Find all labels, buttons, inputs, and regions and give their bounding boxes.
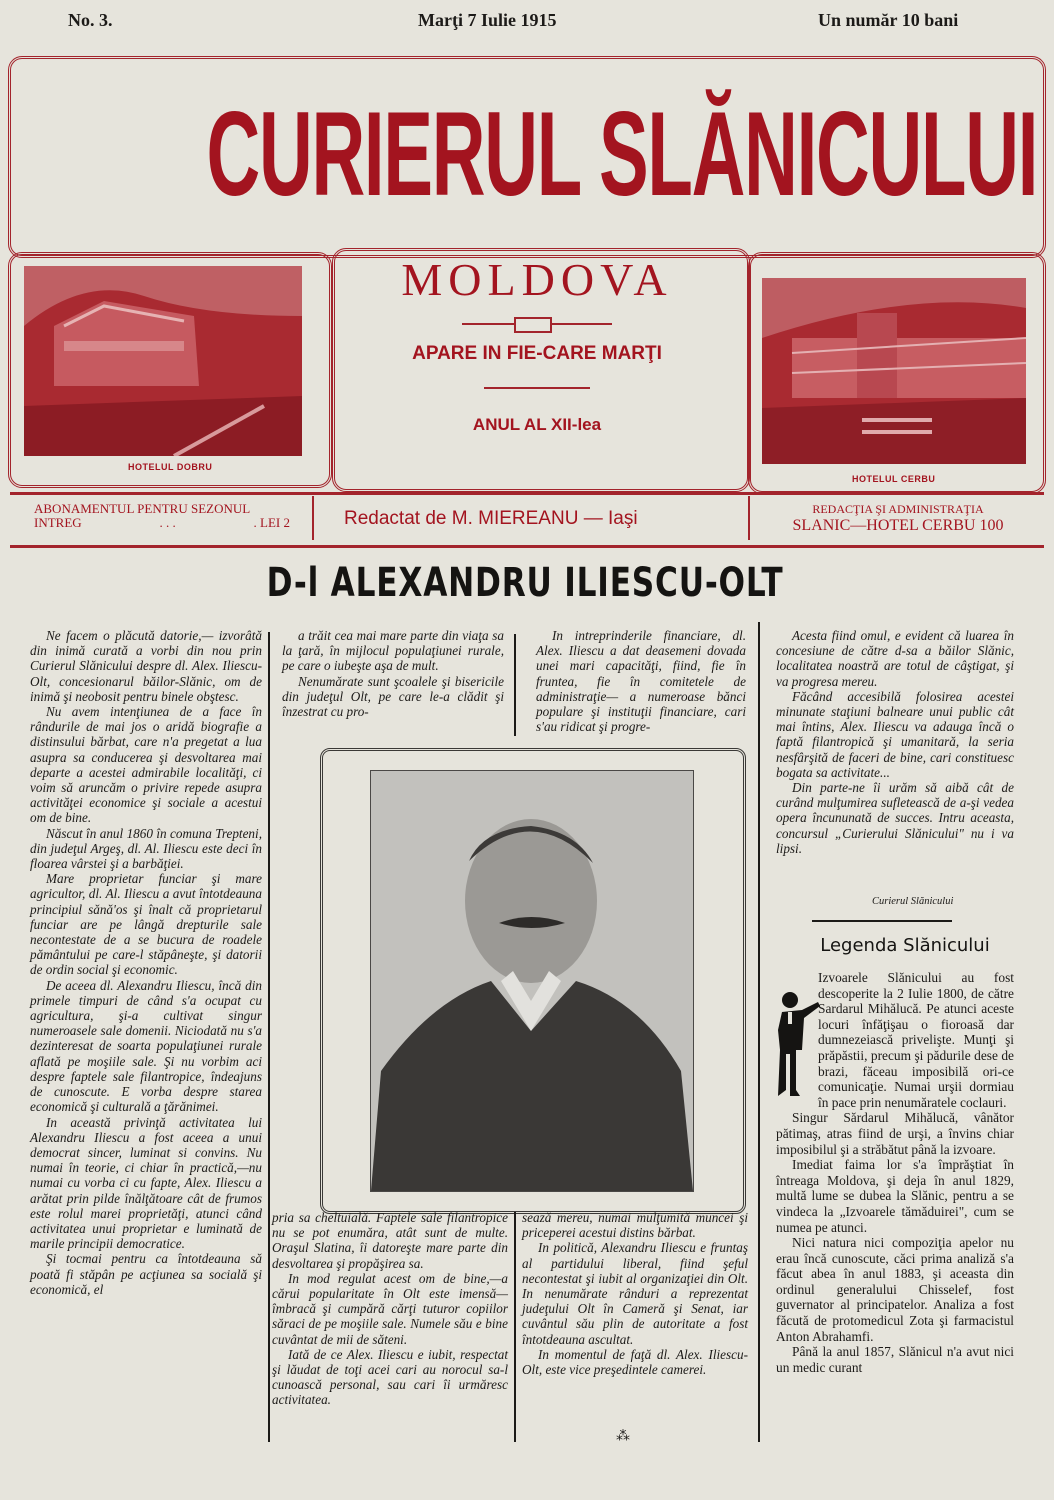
- divider: [312, 496, 314, 540]
- admin-line2: SLANIC—HOTEL CERBU 100: [792, 517, 1004, 534]
- paragraph: Imediat faima lor s'a împrăştiat în întreaga Moldova, şi deja în anul 1829, multă lume se dubea la Slănic, pentru a se vindeca la „Izvoarele tămăduirei", cum se numea pe atunci.: [776, 1157, 1014, 1235]
- divider-ornament: [514, 317, 552, 333]
- paragraph: De aceea dl. Alexandru Iliescu, încă din primele timpuri de când s'a ocupat cu agricultura, şi-a cultivat singur numeroasele sale domenii. Niciodată nu s'a dezinteresat de soarta populaţiunei rurale aflată pe moşiile sale. Şi nu vorbim aci despre faptele sale filantropice, îndeajuns de cunoscute. E vorba despre starea economică şi culturală a ţărănimei.: [30, 977, 262, 1115]
- column-rule: [514, 634, 516, 736]
- frequency-text: APARE IN FIE-CARE MARŢI: [412, 343, 662, 364]
- hotel-dobru-photo: [24, 266, 302, 456]
- paragraph: Născut în anul 1860 în comuna Trepteni, din judeţul Argeş, dl. Al. Iliescu este deci în floarea vârstei şi a barbăţiei.: [30, 825, 262, 872]
- paragraph: In politică, Alexandru Iliescu e fruntaş al partidului liberal, fiind şeful necontestat şi iubit al organizaţiei din Olt. In nenumărate rânduri a reprezentat judeţului Olt în Cameră şi Senat, iar cuvântul său plin de autoritate a fost întotdeauna ascultat.: [522, 1240, 748, 1347]
- paragraph: In intreprinderile financiare, dl. Alex. Iliescu a dat deasemeni dovada unei mari capacităţi, fiind, fie în fruntea, fie în comitetele de administraţie— a numeroase bănci populare şi instituţii financiare, cari s'au ridicat şi progre-: [536, 628, 746, 735]
- year-text: ANUL AL XII-lea: [472, 415, 602, 434]
- paragraph: Acesta fiind omul, e evident că luarea în concesiune de către d-sa a băilor Slănic, localitatea noastră are totul de câştigat, şi va progresa mereu.: [776, 628, 1014, 689]
- column-rule: [758, 622, 760, 1442]
- newspaper-title: CURIERUL SLĂNICULUI: [206, 87, 1038, 221]
- info-bar-top-rule: [10, 492, 1044, 495]
- paragraph: In mod regulat acest om de bine,—a cărui popularitate în Olt este imensă—îmbracă şi cumpără cărţi tuturor copiilor săraci de pe moşiile sale. Numele său e bine cuvântat de mii de săteni.: [272, 1270, 508, 1347]
- subscription-label: INTREG: [34, 515, 82, 530]
- paragraph: Ne facem o plăcută datorie,— izvorâtă din inimă curată a vorbi din nou prin Curierul Slănicului despre dl. Alex. Iliescu-Olt, concesionarul băilor-Slănic, om de inimă şi neobosit pentru binele obştesc.: [30, 628, 262, 704]
- paragraph: Izvoarele Slănicului au fost descoperite la 2 Iulie 1800, de către Sardarul Mihălucă. Pe atunci aceste locuri înfăţişau o fioroasă dar dumnezeiască privelişte. Munţi şi prăpăstii, precum şi pădurile dese de brazi, făceau imposibilă ori-ce comunicaţie. Numai urşii dormiau în pace prin nenumăratele coclauri.: [818, 970, 1014, 1110]
- paragraph: pria sa cheltuială. Faptele sale filantropice nu se pot enumăra, atât sunt de multe. Oraşul Slatina, îi datoreşte mare parte din desvoltarea şi propăşirea sa.: [272, 1210, 508, 1271]
- article-column-3-bottom: [522, 1210, 748, 1377]
- issue-price: Un număr 10 bani: [818, 10, 959, 30]
- paragraph: a trăit cea mai mare parte din viaţa sa la ţară, în mijlocul populaţiunei rurale, pe care o iubeşte aşa de mult.: [282, 628, 504, 674]
- legend-text: [776, 970, 1014, 1375]
- article-signature: Curierul Slănicului: [872, 896, 954, 907]
- paragraph: sează mereu, numai mulţumită muncei şi priceperei acestui distins bărbat.: [522, 1210, 748, 1241]
- article-headline: D-l ALEXANDRU ILIESCU-OLT: [266, 560, 784, 606]
- subscription-info: [34, 502, 290, 530]
- section-divider: [812, 920, 952, 922]
- paragraph: Iată de ce Alex. Iliescu e iubit, respectat şi lăudat de toţi acei cari au norocul sa-l cunoască personal, sau cari îi urmăresc activitatea.: [272, 1346, 508, 1408]
- column-rule: [514, 1212, 516, 1442]
- subscription-line1: ABONAMENTUL PENTRU SEZONUL: [34, 501, 251, 516]
- hotel-cerbu-photo: [762, 278, 1026, 464]
- paragraph: Făcând accesibilă folosirea acestei minunate staţiuni balneare unui public cât mai întins, Alex. Iliescu va adauga încă o faptă filantropică şi umanitară, la seria nesfârşită de faceri de bine, cari constituesc bogata sa activitate...: [776, 688, 1014, 780]
- admin-info: [764, 502, 1032, 535]
- article-column-4: [776, 628, 1014, 856]
- paragraph: In această privinţă activitatea lui Alexandru Iliescu a fost aceea a unui democrat sincer, luminat si convins. Nu numai în teorie, ci chiar în practică,—nu numai cu vorba ci cu fapte, Alex. Iliescu a arătat prin pilde înălţătoare cât de frumos este rolul marei proprietăţi, atunci când activitatea unui proprietar e luminată de marile principii democratice.: [30, 1114, 262, 1252]
- paragraph: Din parte-ne îi urăm să aibă cât de curând mulţumirea sufletească de a-şi vedea opera încununată de succes. Intru aceasta, concursul „Curierului Slănicului" nu i va lipsi.: [776, 780, 1014, 856]
- paragraph: Nu avem intenţiunea de a face în rândurile de mai jos o aridă biografie a distinsului bărbat, care n'a pregetat a lua asupra sa conducerea şi desvoltarea mai departe a acestei admirabile localităţi, ci voim să aruncăm o privire repede asupra activităţei economice şi sociale a acestui om de bine.: [30, 704, 262, 826]
- paragraph: In momentul de faţă dl. Alex. Iliescu-Olt, este vice preşedintele camerei.: [522, 1346, 748, 1378]
- article-column-3-top: [536, 628, 746, 734]
- hotel-dobru-caption: HOTELUL DOBRU: [128, 462, 213, 472]
- asterism: ⁂: [616, 1429, 630, 1444]
- legend-title: Legenda Slănicului: [820, 935, 990, 956]
- editor-credit: Redactat de M. MIEREANU — Iaşi: [344, 508, 638, 529]
- subscription-price: . LEI 2: [253, 515, 290, 530]
- region-title: MOLDOVA: [401, 254, 673, 305]
- paragraph: Singur Sărdarul Mihălucă, vânător pătimaş, atras fiind de urşi, a învins chiar imposibilul şi a străbătut până la izvoare.: [776, 1110, 1014, 1157]
- article-column-2-top: [282, 628, 504, 719]
- paragraph: Mare proprietar funciar şi mare agricultor, dl. Al. Iliescu a avut întotdeauna principiul sănă'os şi înalt că proprietarul funciar are pe lângă drepturile sale necontestate de a se bucura de roadele pământului pe care-l stăpâneşte, şi datorii de ordin social şi economic.: [30, 871, 262, 978]
- issue-date: Marţi 7 Iulie 1915: [418, 10, 557, 30]
- portrait-photo: [370, 770, 694, 1192]
- paragraph: Nenumărate sunt şcoalele şi bisericile din judeţul Olt, pe care le-a clădit şi înzestrat cu pro-: [282, 673, 504, 720]
- column-rule: [268, 632, 270, 1442]
- divider: [484, 387, 590, 389]
- admin-line1: REDACŢIA ŞI ADMINISTRAŢIA: [812, 502, 984, 516]
- subscription-dots: . . .: [159, 515, 176, 530]
- issue-number: No. 3.: [68, 10, 113, 30]
- article-column-2-bottom: [272, 1210, 508, 1408]
- article-column-1: [30, 628, 262, 1297]
- masthead-center: [332, 245, 742, 485]
- paragraph: Nici natura nici compoziţia apelor nu erau încă cunoscute, căci prima analiză s'a făcut abea în anul 1883, şi aceasta din ordinul generalului Chisselef, fost guvernator al principatelor. Analiza a fost făcută de protomedicul Zota şi farmacistul Anton Abrahamfi.: [776, 1235, 1014, 1344]
- info-bar-bottom-rule: [10, 545, 1044, 548]
- paragraph: Până la anul 1857, Slănicul n'a avut nici un medic curant: [776, 1344, 1014, 1375]
- hotel-cerbu-caption: HOTELUL CERBU: [852, 474, 936, 484]
- masthead: [10, 62, 1044, 252]
- divider: [748, 496, 750, 540]
- paragraph: Şi tocmai pentru ca întotdeauna să poată fi stăpân pe acţiunea sa socială şi economică, el: [30, 1251, 262, 1297]
